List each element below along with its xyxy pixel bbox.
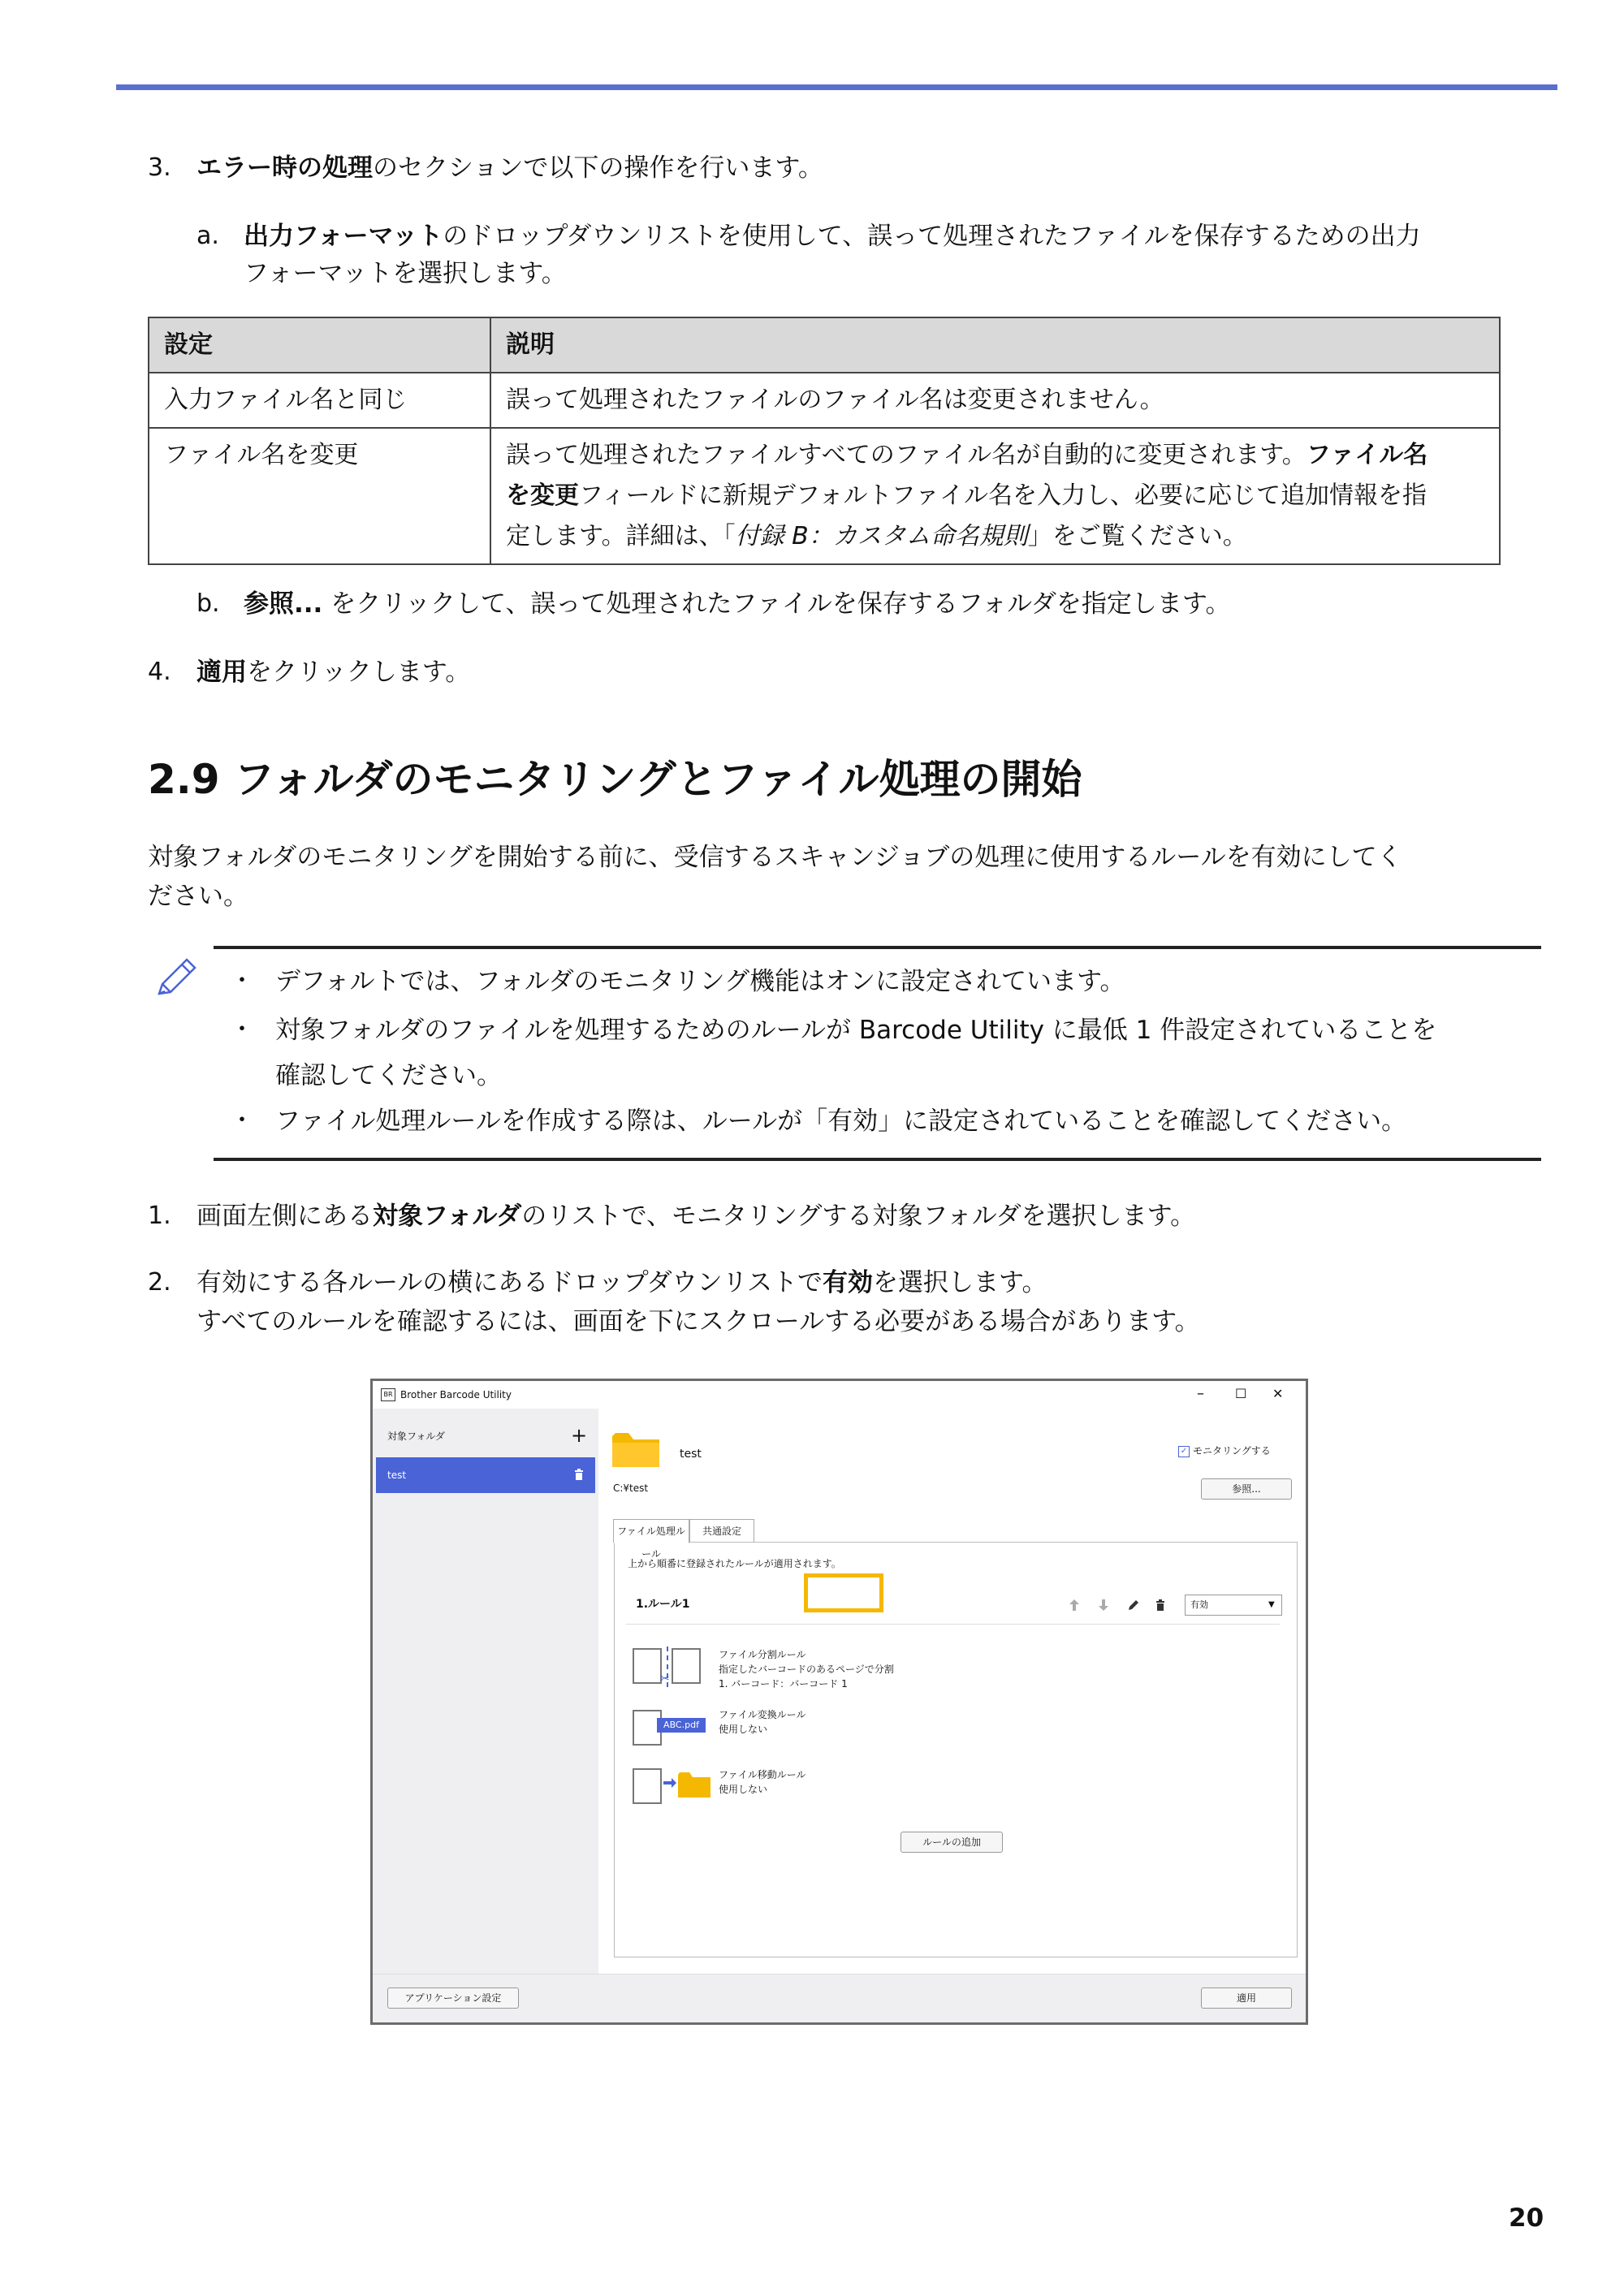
window-title: Brother Barcode Utility <box>400 1389 512 1400</box>
dropdown-value: 有効 <box>1190 1599 1208 1610</box>
table-cell: ファイル名を変更 <box>149 428 490 564</box>
barcode-document-icon <box>633 1768 662 1804</box>
tab-file-rules[interactable]: ファイル処理ルール <box>613 1519 689 1543</box>
sidebar-label: 対象フォルダ <box>387 1431 445 1442</box>
window-bottom-bar <box>373 1974 1306 2023</box>
monitoring-checkbox[interactable]: ✓ <box>1178 1446 1190 1457</box>
step-text: をクリックして、誤って処理されたファイルを保存するフォルダを指定します。 <box>322 589 1231 619</box>
bullet: ・ <box>230 1107 254 1135</box>
note-item-1: デフォルトでは、フォルダのモニタリング機能はオンに設定されています。 <box>275 967 1125 996</box>
app-logo-icon: BR <box>381 1388 395 1401</box>
note-top-rule <box>214 946 1541 949</box>
convert-rule-desc: 使用しない <box>719 1724 768 1735</box>
step-text: のリストで、モニタリングする対象フォルダを選択します。 <box>521 1202 1196 1231</box>
step-text: のドロップダウンリストを使用して、誤って処理されたファイルを保存するための出力 <box>443 222 1421 251</box>
trash-icon[interactable] <box>1155 1599 1165 1611</box>
apply-button[interactable]: 適用 <box>1201 1987 1292 2009</box>
output-format-table <box>148 317 1501 565</box>
pencil-note-icon <box>153 955 201 1003</box>
cell-text: 」をご覧ください。 <box>1027 522 1247 550</box>
target-folder-sidebar <box>373 1409 598 1995</box>
substep-b-text <box>244 585 1230 624</box>
close-button[interactable]: ✕ <box>1272 1386 1284 1401</box>
table-row <box>149 428 1500 564</box>
section-intro-line2: ださい。 <box>148 882 248 911</box>
step-number: 1. <box>148 1202 171 1230</box>
ui-term: ファイル名 <box>1306 441 1428 469</box>
note-item-2-line2: 確認してください。 <box>275 1061 502 1090</box>
bullet: ・ <box>230 967 254 995</box>
folder-icon <box>678 1772 710 1798</box>
window-titlebar <box>373 1381 1306 1409</box>
app-screenshot <box>370 1379 1308 2025</box>
cell-text: 定します。詳細は、「 <box>506 522 736 550</box>
divider <box>626 1624 1280 1625</box>
step-number: 3. <box>148 153 171 182</box>
table-header-description: 説明 <box>490 317 1500 373</box>
folder-path: C:¥test <box>613 1482 649 1494</box>
monitoring-label: モニタリングする <box>1193 1445 1271 1457</box>
scissors-icon: ✂ <box>660 1672 670 1685</box>
substep-letter: b. <box>197 589 220 618</box>
note-item-2-line1: 対象フォルダのファイルを処理するためのルールが Barcode Utility に最低 1 件設定されていることを <box>275 1016 1437 1045</box>
ui-term: 有効 <box>822 1268 873 1297</box>
folder-item-label: test <box>387 1470 407 1481</box>
ui-term: 出力フォーマット <box>244 222 443 251</box>
browse-button[interactable]: 参照... <box>1201 1478 1292 1500</box>
convert-rule-title: ファイル変換ルール <box>719 1709 806 1720</box>
step-text: のセクションで以下の操作を行います。 <box>373 153 823 183</box>
table-cell <box>490 428 1500 564</box>
rules-panel <box>614 1542 1298 1957</box>
split-rule-title: ファイル分割ルール <box>719 1649 806 1660</box>
folder-icon <box>612 1431 659 1467</box>
ui-term: 対象フォルダ <box>373 1202 522 1231</box>
cell-text: 誤って処理されたファイルすべてのファイル名が自動的に変更されます。 <box>506 441 1307 469</box>
cell-line <box>506 435 1484 476</box>
barcode-document-icon <box>672 1648 701 1684</box>
page-number: 20 <box>1509 2203 1544 2233</box>
note-item-3: ファイル処理ルールを作成する際は、ルールが「有効」に設定されていることを確認してください。 <box>275 1107 1407 1136</box>
tab-common-settings[interactable]: 共通設定 <box>689 1519 754 1543</box>
table-header-setting: 設定 <box>149 317 490 373</box>
step-text: 画面左側にある <box>197 1202 373 1231</box>
ui-term: 適用 <box>197 658 247 687</box>
step-number: 4. <box>148 658 171 686</box>
move-up-icon[interactable] <box>1069 1599 1079 1611</box>
step-4-text <box>197 653 470 692</box>
bullet: ・ <box>230 1016 254 1044</box>
step-text: 有効にする各ルールの横にあるドロップダウンリストで <box>197 1268 823 1297</box>
trash-icon[interactable] <box>574 1469 584 1480</box>
header-rule <box>116 84 1557 90</box>
section-title: 2.9 フォルダのモニタリングとファイル処理の開始 <box>148 756 1082 803</box>
app-settings-button[interactable]: アプリケーション設定 <box>387 1987 519 2009</box>
rule-name: 1.ルール1 <box>636 1598 690 1611</box>
appendix-link[interactable]: 付録 B：カスタム命名規則 <box>735 522 1028 550</box>
table-row <box>149 373 1500 428</box>
note-bottom-rule <box>214 1158 1541 1161</box>
sidebar-item-test[interactable] <box>376 1457 595 1493</box>
substep-a-line1 <box>244 217 1421 256</box>
status-dropdown-highlight <box>804 1573 883 1612</box>
add-folder-button[interactable]: + <box>571 1424 588 1447</box>
step-2-line2: すべてのルールを確認するには、画面を下にスクロールする必要がある場合があります。 <box>197 1307 1200 1336</box>
maximize-button[interactable]: ☐ <box>1235 1386 1247 1401</box>
arrow-right-icon <box>663 1778 676 1788</box>
cell-line <box>506 476 1484 516</box>
substep-a-line2: フォーマットを選択します。 <box>244 259 567 288</box>
move-rule-desc: 使用しない <box>719 1784 768 1795</box>
step-1-text <box>197 1197 1195 1236</box>
table-cell: 誤って処理されたファイルのファイル名は変更されません。 <box>490 373 1500 428</box>
folder-name: test <box>680 1448 702 1461</box>
split-rule-detail: 1. バーコード：バーコード 1 <box>719 1678 848 1690</box>
ui-term: エラー時の処理 <box>197 153 373 183</box>
split-rule-desc: 指定したバーコードのあるページで分割 <box>719 1664 894 1675</box>
step-3-text <box>197 149 823 188</box>
cell-line <box>506 516 1484 557</box>
cell-text: フィールドに新規デフォルトファイル名を入力し、必要に応じて追加情報を指 <box>579 481 1427 510</box>
chevron-down-icon: ▼ <box>1268 1600 1275 1609</box>
ui-term: を変更 <box>506 481 579 510</box>
step-number: 2. <box>148 1268 171 1297</box>
step-text: をクリックします。 <box>247 658 471 687</box>
rules-info-text: 上から順番に登録されたルールが適用されます。 <box>628 1558 841 1569</box>
add-rule-button[interactable]: ルールの追加 <box>901 1832 1003 1853</box>
table-cell: 入力ファイル名と同じ <box>149 373 490 428</box>
document-icon <box>633 1648 662 1684</box>
pdf-badge: ABC.pdf <box>657 1718 706 1733</box>
table-header-row <box>149 317 1500 373</box>
move-rule-title: ファイル移動ルール <box>719 1769 806 1780</box>
substep-letter: a. <box>197 222 219 250</box>
move-down-icon[interactable] <box>1099 1599 1108 1611</box>
edit-icon[interactable] <box>1128 1599 1139 1611</box>
rule-status-dropdown[interactable] <box>1185 1595 1282 1616</box>
minimize-button[interactable]: – <box>1197 1385 1204 1402</box>
section-intro-line1: 対象フォルダのモニタリングを開始する前に、受信するスキャンジョブの処理に使用するルールを有効にしてく <box>148 843 1402 872</box>
step-text: を選択します。 <box>872 1268 1047 1297</box>
ui-term: 参照... <box>244 589 323 619</box>
step-2-text <box>197 1263 1047 1302</box>
